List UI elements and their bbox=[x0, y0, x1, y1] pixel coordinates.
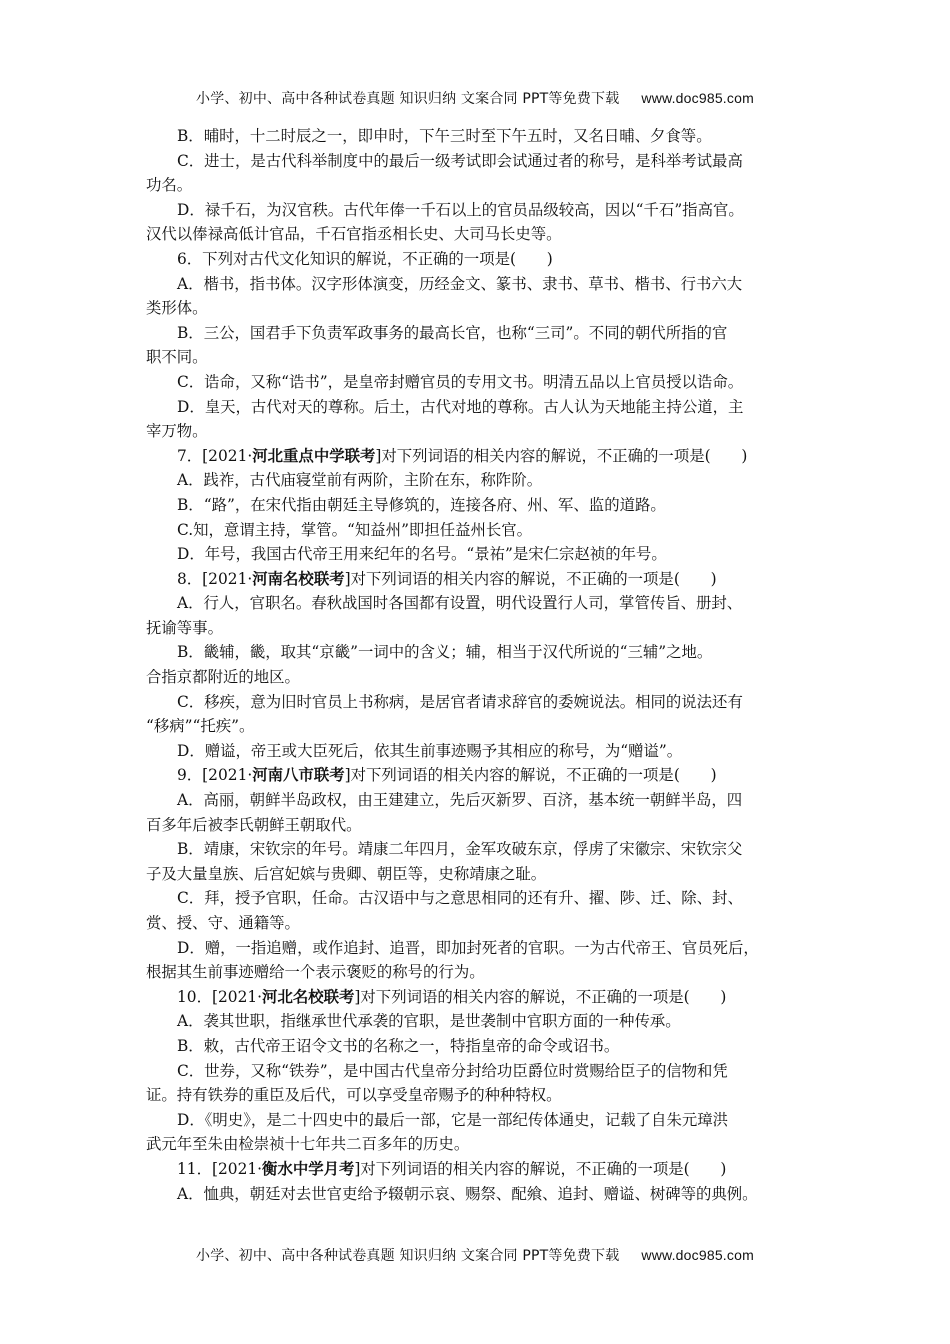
text-line: D．年号，我国古代帝王用来纪年的名号。“景祐”是宋仁宗赵祯的年号。 bbox=[177, 545, 667, 564]
text-line: C.知，意谓主持，掌管。“知益州”即担任益州长官。 bbox=[177, 520, 533, 539]
text-line: B．敕，古代帝王诏令文书的名称之一，特指皇帝的命令或诏书。 bbox=[177, 1036, 620, 1055]
text-line: B．三公，国君手下负责军政事务的最高长官，也称“三司”。不同的朝代所指的官 bbox=[177, 323, 728, 342]
text-line: A．行人，官职名。春秋战国时各国都有设置，明代设置行人司，掌管传旨、册封、 bbox=[177, 594, 743, 613]
text-line: C．诰命，又称“诰书”，是皇帝封赠官员的专用文书。明清五品以上官员授以诰命。 bbox=[177, 372, 744, 391]
text-line: D．赠谥，帝王或大臣死后，依其生前事迹赐予其相应的称号，为“赠谥”。 bbox=[177, 741, 683, 760]
text-line: 武元年至朱由检崇祯十七年共二百多年的历史。 bbox=[146, 1135, 470, 1154]
text-line: 证。持有铁券的重臣及后代，可以享受皇帝赐予的种种特权。 bbox=[146, 1086, 562, 1105]
text-line: B．晡时，十二时辰之一，即申时，下午三时至下午五时，又名日晡、夕食等。 bbox=[177, 127, 712, 145]
text-line bbox=[146, 1157, 806, 1182]
text-line: C．进士，是古代科举制度中的最后一级考试即会试通过者的称号，是科举考试最高 bbox=[177, 151, 743, 170]
exam-source: 河南八市联考 bbox=[252, 766, 345, 785]
text-line: 子及大量皇族、后宫妃嫔与贵卿、朝臣等，史称靖康之耻。 bbox=[146, 864, 547, 883]
text-line: B．“路”，在宋代指由朝廷主导修筑的，连接各府、州、军、监的道路。 bbox=[177, 495, 666, 514]
text-line: 职不同。 bbox=[146, 348, 208, 367]
document-body bbox=[146, 124, 806, 1206]
text-line: 宰万物。 bbox=[146, 422, 208, 441]
text-line: “移病”“托疾”。 bbox=[146, 717, 255, 736]
text-line: 汉代以俸禄高低计官品，千石官指丞相长史、大司马长史等。 bbox=[146, 225, 562, 244]
text-line: D．禄千石，为汉官秩。古代年俸一千石以上的官员品级较高，因以“千石”指高官。 bbox=[177, 200, 744, 219]
text-line: D．赠，一指追赠，或作追封、追晋，即加封死者的官职。一为古代帝王、官员死后， bbox=[177, 938, 759, 957]
question-number: 11．[2021· bbox=[177, 1159, 263, 1178]
text-line: D．《明史》，是二十四史中的最后一部，它是一部纪传体通史，记载了自朱元璋洪 bbox=[177, 1110, 729, 1129]
header-slogan: 小学、初中、高中各种试卷真题 知识归纳 文案合同 PPT等免费下载 bbox=[196, 91, 620, 107]
text-line: 抚谕等事。 bbox=[146, 618, 223, 637]
text-line: 根据其生前事迹赠给一个表示褒贬的称号的行为。 bbox=[146, 963, 485, 982]
question-number: 9．[2021· bbox=[177, 766, 253, 785]
text-line: C．世券，又称“铁券”，是中国古代皇帝分封给功臣爵位时赏赐给臣子的信物和凭 bbox=[177, 1061, 728, 1080]
question-stem: ]对下列词语的相关内容的解说，不正确的一项是( ) bbox=[344, 569, 717, 588]
question-stem: ]对下列词语的相关内容的解说，不正确的一项是( ) bbox=[375, 446, 748, 465]
text-line: C．拜，授予官职，任命。古汉语中与之意思相同的还有升、擢、陟、迁、除、封、 bbox=[177, 889, 743, 908]
text-line: B．畿辅，畿，取其“京畿”一词中的含义；辅，相当于汉代所说的“三辅”之地。 bbox=[177, 643, 713, 662]
exam-source: 河北名校联考 bbox=[262, 987, 355, 1006]
question-number: 7．[2021· bbox=[177, 446, 253, 465]
text-line bbox=[146, 444, 806, 469]
header-site-link[interactable]: www.doc985.com bbox=[641, 90, 754, 106]
text-line: 功名。 bbox=[146, 176, 193, 195]
exam-source: 河北重点中学联考 bbox=[252, 446, 376, 465]
page-header bbox=[0, 88, 950, 108]
footer-slogan: 小学、初中、高中各种试卷真题 知识归纳 文案合同 PPT等免费下载 bbox=[196, 1248, 620, 1264]
text-line: 类形体。 bbox=[146, 299, 208, 318]
text-line: 赏、授、守、通籍等。 bbox=[146, 914, 300, 932]
question-stem: ]对下列词语的相关内容的解说，不正确的一项是( ) bbox=[354, 987, 727, 1006]
text-line bbox=[146, 763, 806, 788]
text-line bbox=[146, 567, 806, 592]
page-footer bbox=[0, 1245, 950, 1265]
exam-source: 河南名校联考 bbox=[252, 569, 345, 588]
text-line: 合指京都附近的地区。 bbox=[146, 668, 300, 687]
text-line bbox=[146, 985, 806, 1010]
text-line: 6．下列对古代文化知识的解说，不正确的一项是( ) bbox=[177, 249, 553, 268]
exam-source: 衡水中学月考 bbox=[262, 1159, 355, 1178]
question-number: 10．[2021· bbox=[177, 987, 263, 1006]
question-stem: ]对下列词语的相关内容的解说，不正确的一项是( ) bbox=[354, 1159, 727, 1178]
text-line: A．袭其世职，指继承世代承袭的官职，是世袭制中官职方面的一种传承。 bbox=[177, 1012, 681, 1031]
text-line: 百多年后被李氏朝鲜王朝取代。 bbox=[146, 815, 362, 834]
text-line: C．移疾，意为旧时官员上书称病，是居官者请求辞官的委婉说法。相同的说法还有 bbox=[177, 692, 743, 711]
text-line: A．恤典，朝廷对去世官吏给予辍朝示哀、赐祭、配飨、追封、赠谥、树碑等的典例。 bbox=[177, 1184, 758, 1203]
question-stem: ]对下列词语的相关内容的解说，不正确的一项是( ) bbox=[344, 766, 717, 785]
text-line: A．高丽，朝鲜半岛政权，由王建建立，先后灭新罗、百济，基本统一朝鲜半岛，四 bbox=[177, 791, 743, 810]
question-number: 8．[2021· bbox=[177, 569, 253, 588]
footer-site-link[interactable]: www.doc985.com bbox=[641, 1247, 754, 1263]
text-line: B．靖康，宋钦宗的年号。靖康二年四月，金军攻破东京，俘虏了宋徽宗、宋钦宗父 bbox=[177, 840, 743, 859]
text-line: A．楷书，指书体。汉字形体演变，历经金文、篆书、隶书、草书、楷书、行书六大 bbox=[177, 274, 743, 293]
text-line: A．践祚，古代庙寝堂前有两阶，主阶在东，称阼阶。 bbox=[177, 471, 543, 490]
text-line: D．皇天，古代对天的尊称。后土，古代对地的尊称。古人认为天地能主持公道，主 bbox=[177, 397, 744, 416]
